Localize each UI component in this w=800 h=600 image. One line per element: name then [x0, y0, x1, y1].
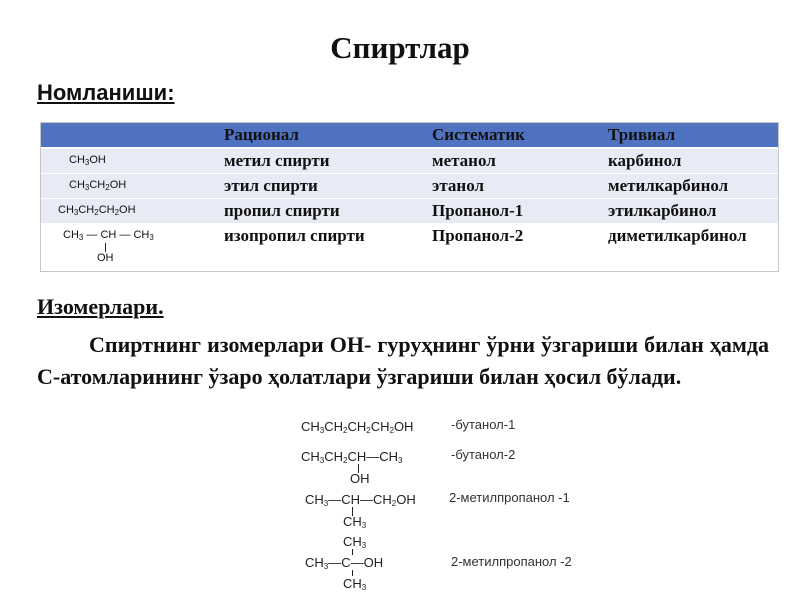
formula-butanol-2: $CH_3CH_2CH—CH_3$ [301, 449, 403, 465]
formula-2-methylpropanol-1: $CH_3—CH—CH_2OH$ [305, 492, 416, 508]
formula-butanol-1: $CH_3CH_2CH_2CH_2OH$ [301, 419, 414, 435]
isomer-name: -бутанол-2 [451, 447, 516, 462]
formula-methyl-group: $CH_3$ [343, 514, 367, 530]
cell-trivial: метилкарбинол [608, 176, 729, 195]
formula-ethanol: $CH_3CH_2OH$ [69, 179, 127, 192]
cell-rational: метил спирти [224, 151, 330, 170]
formula-oh-group: OH [350, 471, 370, 486]
cell-rational: этил спирти [224, 176, 318, 195]
table-header-row [41, 123, 778, 147]
header-systematic: Систематик [432, 125, 525, 144]
cell-systematic: Пропанол-1 [432, 201, 524, 220]
cell-trivial: диметилкарбинол [608, 226, 747, 245]
formula-methyl-group: $CH_3$ [343, 576, 367, 592]
formula-propanol-1: $CH_3CH_2CH_2OH$ [58, 204, 136, 217]
cell-trivial: этилкарбинол [608, 201, 717, 220]
cell-systematic: этанол [432, 176, 485, 195]
nomenclature-table [40, 122, 779, 272]
isomers-heading: Изомерлари. [37, 294, 164, 319]
table-row [41, 174, 778, 198]
cell-rational: пропил спирти [224, 201, 340, 220]
bond-line [105, 243, 106, 252]
table-row [41, 199, 778, 223]
table-row [41, 149, 778, 173]
cell-systematic: метанол [432, 151, 496, 170]
nomenclature-heading: Номланиши: [37, 80, 175, 105]
formula-propanol-2: $CH_3$ — CH — $CH_3$ [63, 229, 154, 242]
formula-oh-group: OH [97, 252, 114, 264]
isomer-name: 2-метилпропанол -2 [451, 554, 572, 569]
table-row [41, 224, 778, 270]
cell-trivial: карбинол [608, 151, 682, 170]
cell-rational: изопропил спирти [224, 226, 365, 245]
formula-methyl-group: $CH_3$ [343, 534, 367, 550]
isomer-name: -бутанол-1 [451, 417, 516, 432]
cell-systematic: Пропанол-2 [432, 226, 524, 245]
page-title: Спиртлар [330, 30, 470, 65]
formula-methanol: $CH_3OH$ [69, 154, 106, 167]
isomers-paragraph: Спиртнинг изомерлари ОН- гуруҳнинг ўрни ўзгариши билан ҳамда С-атомларининг ўзаро ҳолатлари ўзгариши билан ҳосил бўлади. [37, 332, 769, 389]
isomer-name: 2-метилпропанол -1 [449, 490, 570, 505]
header-rational: Рационал [224, 125, 299, 144]
formula-2-methylpropanol-2: $CH_3—C—OH$ [305, 555, 384, 571]
header-trivial: Тривиал [608, 125, 676, 144]
